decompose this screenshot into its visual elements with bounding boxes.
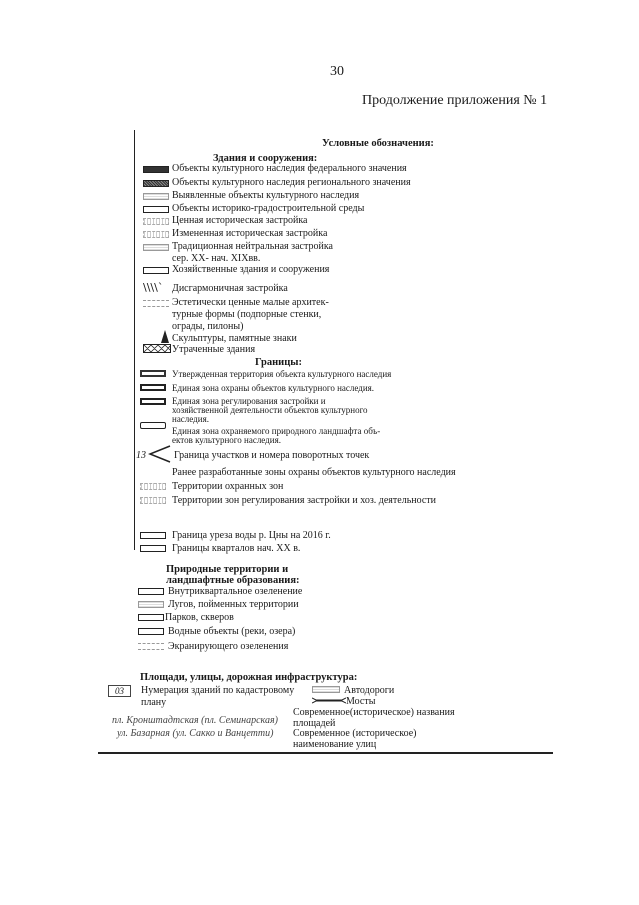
legend-changed: Измененная историческая застройка <box>172 228 328 239</box>
legend-regulation-3: наследия. <box>172 414 209 424</box>
example-square: пл. Кронштадтская (пл. Семинарская) <box>112 715 278 726</box>
swatch-changed <box>143 231 169 238</box>
legend-square-2: площадей <box>293 718 336 729</box>
legend-neutral: Традиционная нейтральная застройка <box>172 241 333 252</box>
building-number-sample: 03 <box>108 685 131 697</box>
lost-building-icon <box>143 344 171 353</box>
swatch-identified <box>143 193 169 200</box>
buildings-heading: Здания и сооружения: <box>213 153 318 164</box>
legend-meadows: Лугов, пойменных территории <box>168 599 299 610</box>
legend-landscape-1: Единая зона охраняемого природного ландшафта объ- <box>172 426 381 436</box>
legend-street-1: Современное (историческое) <box>293 728 417 739</box>
sculpture-icon <box>160 330 170 343</box>
swatch-screening <box>138 643 164 650</box>
legend-divider-vertical <box>134 130 135 550</box>
bridge-icon <box>312 696 346 704</box>
streets-heading: Площади, улицы, дорожная инфраструктура: <box>140 672 358 683</box>
swatch-utility <box>143 267 169 274</box>
swatch-neutral <box>143 244 169 251</box>
legend-screening: Экранирующего озеленения <box>168 641 289 652</box>
bottom-rule <box>98 752 553 754</box>
legend-street-2: наименование улиц <box>293 739 377 750</box>
page-number: 30 <box>330 64 344 79</box>
nature-heading-1: Природные территории и <box>166 564 289 575</box>
swatch-protection-zone <box>140 384 166 391</box>
legend-numbering-2: плану <box>141 697 167 708</box>
legend-utility: Хозяйственные здания и сооружения <box>172 264 330 275</box>
legend-small-forms-3: ограды, пилоны) <box>172 321 244 332</box>
legend-protection-zone: Единая зона охраны объектов культурного наследия. <box>172 383 375 393</box>
swatch-meadows <box>138 601 164 608</box>
legend-water-edge: Граница уреза воды р. Цны на 2016 г. <box>172 530 331 541</box>
plot-boundary-icon <box>148 445 172 463</box>
swatch-approved-territory <box>140 370 166 377</box>
legend-regulation-areas: Территории зон регулирования застройки и хоз. деятельности <box>172 495 437 506</box>
swatch-blocks <box>140 545 166 552</box>
legend-regulation-2: хозяйственной деятельности объектов культурного <box>172 405 368 415</box>
legend-bridges: Мосты <box>346 696 376 707</box>
swatch-federal <box>143 166 169 173</box>
swatch-water-edge <box>140 532 166 539</box>
example-street: ул. Базарная (ул. Сакко и Ванцетти) <box>117 728 274 739</box>
point-number: 13 <box>136 450 146 461</box>
legend-regional: Объекты культурного наследия регионального значения <box>172 177 411 188</box>
legend-roads: Автодороги <box>344 685 395 696</box>
swatch-parks <box>138 614 164 621</box>
legend-blocks: Границы кварталов нач. XX в. <box>172 543 301 554</box>
swatch-regional <box>143 180 169 187</box>
swatch-landscape-zone <box>140 422 166 429</box>
swatch-water <box>138 628 164 635</box>
legend-numbering-1: Нумерация зданий по кадастровому <box>141 685 295 696</box>
legend-historic-env: Объекты историко-градостроительной среды <box>172 203 365 214</box>
appendix-title: Продолжение приложения № 1 <box>362 93 548 108</box>
legend-sculpture: Скульптуры, памятные знаки <box>172 333 297 344</box>
legend-water: Водные объекты (реки, озера) <box>168 626 296 637</box>
swatch-historic-env <box>143 206 169 213</box>
swatch-inner-greenery <box>138 588 164 595</box>
legend-protected-areas: Территории охранных зон <box>172 481 284 492</box>
swatch-regulation-zone <box>140 398 166 405</box>
legend-disharmonious: Дисгармоничная застройка <box>172 283 288 294</box>
legend-plot-boundary: Граница участков и номера поворотных точек <box>174 450 370 461</box>
legend-neutral-period: сер. XX- нач. XIXвв. <box>172 253 261 264</box>
legend-approved-territory: Утвержденная территория объекта культурного наследия <box>172 369 392 379</box>
legend-inner-greenery: Внутриквартальное озеленение <box>168 586 303 597</box>
legend-small-forms-2: турные формы (подпорные стенки, <box>172 309 322 320</box>
legend-valuable: Ценная историческая застройка <box>172 215 308 226</box>
legend-earlier-zones: Ранее разработанные зоны охраны объектов культурного наследия <box>172 467 456 478</box>
legend-regulation-1: Единая зона регулирования застройки и <box>172 396 326 406</box>
legend-landscape-2: ектов культурного наследия. <box>172 435 281 445</box>
swatch-small-forms <box>143 300 169 307</box>
legend-title: Условные обозначения: <box>322 138 434 149</box>
boundaries-heading: Границы: <box>255 357 302 368</box>
legend-small-forms-1: Эстетически ценные малые архитек- <box>172 297 329 308</box>
legend-lost: Утраченные здания <box>172 344 256 355</box>
swatch-regulation-areas <box>140 497 166 504</box>
swatch-valuable <box>143 218 169 225</box>
disharmonious-marks-icon: \\\\` <box>143 281 164 294</box>
nature-heading-2: ландшафтные образования: <box>166 575 300 586</box>
legend-federal: Объекты культурного наследия федерального значения <box>172 163 407 174</box>
legend-parks: Парков, скверов <box>165 612 234 623</box>
legend-identified: Выявленные объекты культурного наследия <box>172 190 360 201</box>
swatch-protected-areas <box>140 483 166 490</box>
swatch-roads <box>312 686 340 693</box>
legend-square-1: Современное(историческое) названия <box>293 707 455 718</box>
